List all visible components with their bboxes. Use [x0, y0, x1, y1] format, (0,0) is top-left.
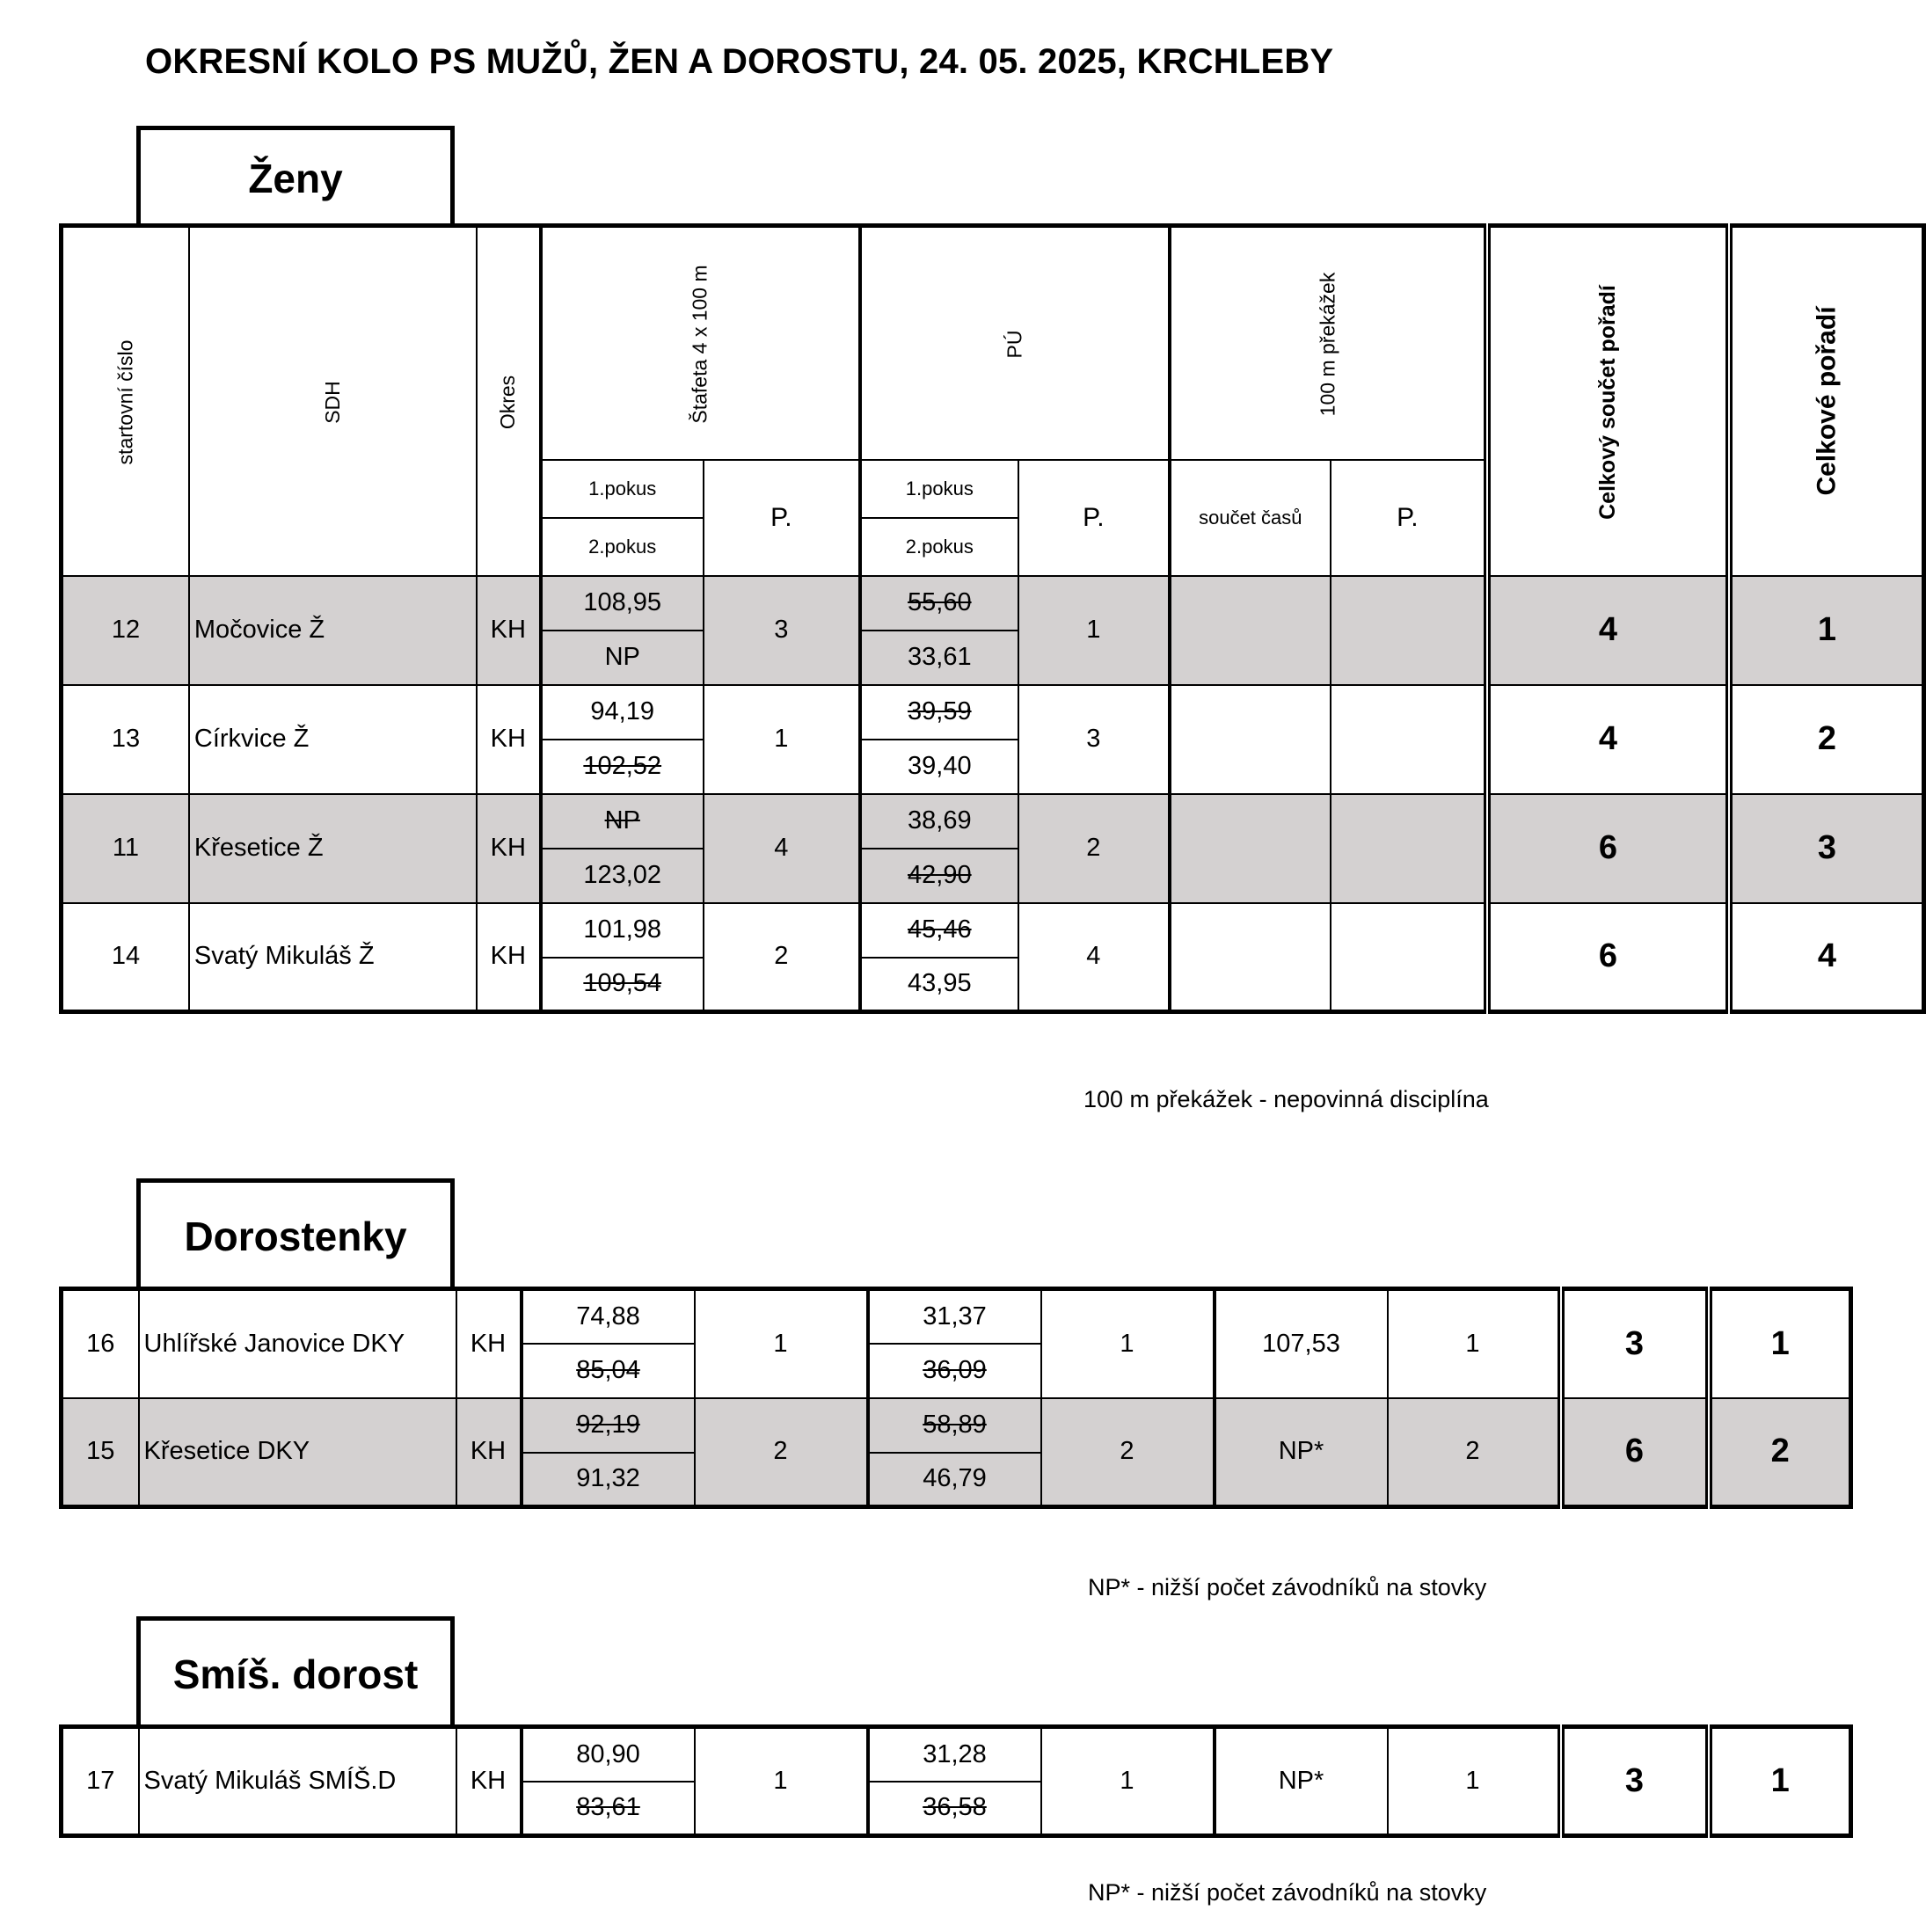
- relay-place-cell: 3: [704, 576, 860, 685]
- pu-attempt1-cell: 38,69: [860, 794, 1018, 849]
- header-pu: PÚ: [860, 226, 1170, 460]
- overall-rank-cell: 2: [1729, 685, 1924, 794]
- pu-attempt1-cell: 39,59: [860, 685, 1018, 740]
- overall-rank-cell: 2: [1709, 1398, 1851, 1507]
- relay-place-cell: 1: [695, 1289, 868, 1398]
- pu-attempt2-cell: 42,90: [860, 849, 1018, 903]
- start-number-cell: 16: [62, 1289, 139, 1398]
- pu-attempt1-cell: 31,28: [868, 1727, 1041, 1782]
- header-relay-attempt2: 2.pokus: [541, 518, 704, 576]
- okres-cell: KH: [456, 1727, 522, 1836]
- obstacles-time-cell: [1170, 576, 1331, 685]
- relay-attempt2-cell: 83,61: [522, 1782, 695, 1836]
- relay-place-cell: 2: [704, 903, 860, 1012]
- pu-attempt1-cell: 58,89: [868, 1398, 1041, 1453]
- obstacles-place-cell: 1: [1388, 1289, 1561, 1398]
- header-obstacles: 100 m překážek: [1170, 226, 1487, 460]
- total-sum-cell: 3: [1561, 1727, 1709, 1836]
- category-label-smis-dorost: Smíš. dorost: [136, 1616, 455, 1727]
- header-sdh: SDH: [189, 226, 477, 576]
- start-number-cell: 14: [62, 903, 189, 1012]
- header-relay-attempt1: 1.pokus: [541, 460, 704, 518]
- sdh-name-cell: Svatý Mikuláš SMÍŠ.D: [139, 1727, 456, 1836]
- relay-attempt1-cell: 80,90: [522, 1727, 695, 1782]
- obstacles-time-cell: [1170, 903, 1331, 1012]
- results-table-smis-dorost: [59, 1724, 1853, 1838]
- pu-place-cell: 1: [1041, 1289, 1215, 1398]
- okres-cell: KH: [477, 903, 541, 1012]
- pu-place-cell: 1: [1018, 576, 1170, 685]
- relay-attempt2-cell: 85,04: [522, 1344, 695, 1398]
- pu-attempt2-cell: 36,58: [868, 1782, 1041, 1836]
- total-sum-cell: 6: [1561, 1398, 1709, 1507]
- category-label-dorostenky: Dorostenky: [136, 1178, 455, 1289]
- relay-attempt2-cell: 109,54: [541, 958, 704, 1012]
- table-row: [62, 1727, 1851, 1782]
- obstacles-place-cell: [1331, 794, 1487, 903]
- okres-cell: KH: [477, 685, 541, 794]
- obstacles-place-cell: 1: [1388, 1727, 1561, 1836]
- sdh-name-cell: Církvice Ž: [189, 685, 477, 794]
- obstacles-place-cell: 2: [1388, 1398, 1561, 1507]
- total-sum-cell: 6: [1487, 794, 1729, 903]
- pu-place-cell: 2: [1018, 794, 1170, 903]
- pu-attempt1-cell: 31,37: [868, 1289, 1041, 1344]
- okres-cell: KH: [456, 1289, 522, 1398]
- table-row: [62, 1289, 1851, 1344]
- relay-place-cell: 1: [704, 685, 860, 794]
- category-label-zeny: Ženy: [136, 126, 455, 226]
- pu-place-cell: 2: [1041, 1398, 1215, 1507]
- sdh-name-cell: Křesetice Ž: [189, 794, 477, 903]
- overall-rank-cell: 3: [1729, 794, 1924, 903]
- obstacles-place-cell: [1331, 903, 1487, 1012]
- sdh-name-cell: Močovice Ž: [189, 576, 477, 685]
- header-start-number: startovní číslo: [62, 226, 189, 576]
- pu-attempt2-cell: 43,95: [860, 958, 1018, 1012]
- relay-attempt2-cell: NP: [541, 631, 704, 685]
- relay-attempt2-cell: 91,32: [522, 1453, 695, 1507]
- header-overall-rank: Celkové pořadí: [1729, 226, 1924, 576]
- relay-attempt2-cell: 123,02: [541, 849, 704, 903]
- sdh-name-cell: Svatý Mikuláš Ž: [189, 903, 477, 1012]
- results-table-dorostenky: [59, 1287, 1853, 1509]
- overall-rank-cell: 4: [1729, 903, 1924, 1012]
- relay-place-cell: 2: [695, 1398, 868, 1507]
- header-okres: Okres: [477, 226, 541, 576]
- results-table-zeny: [59, 223, 1926, 1014]
- start-number-cell: 13: [62, 685, 189, 794]
- pu-attempt2-cell: 46,79: [868, 1453, 1041, 1507]
- relay-attempt1-cell: 94,19: [541, 685, 704, 740]
- overall-rank-cell: 1: [1709, 1727, 1851, 1836]
- total-sum-cell: 4: [1487, 576, 1729, 685]
- sdh-name-cell: Uhlířské Janovice DKY: [139, 1289, 456, 1398]
- note-dorostenky: NP* - nižší počet závodníků na stovky: [1088, 1574, 1487, 1600]
- header-total-sum: Celkový součet pořadí: [1487, 226, 1729, 576]
- obstacles-time-cell: NP*: [1215, 1727, 1388, 1836]
- overall-rank-cell: 1: [1709, 1289, 1851, 1398]
- pu-place-cell: 4: [1018, 903, 1170, 1012]
- header-pu-attempt2: 2.pokus: [860, 518, 1018, 576]
- table-row: [62, 685, 1924, 740]
- obstacles-place-cell: [1331, 576, 1487, 685]
- table-row: [62, 903, 1924, 958]
- table-row: [62, 1398, 1851, 1453]
- total-sum-cell: 4: [1487, 685, 1729, 794]
- relay-attempt1-cell: 92,19: [522, 1398, 695, 1453]
- note-zeny: 100 m překážek - nepovinná disciplína: [1083, 1086, 1489, 1112]
- pu-attempt1-cell: 55,60: [860, 576, 1018, 631]
- relay-attempt1-cell: 108,95: [541, 576, 704, 631]
- okres-cell: KH: [456, 1398, 522, 1507]
- header-pu-attempt1: 1.pokus: [860, 460, 1018, 518]
- relay-attempt1-cell: 74,88: [522, 1289, 695, 1344]
- header-obstacles-place: P.: [1331, 460, 1487, 576]
- header-time-sum: součet časů: [1170, 460, 1331, 576]
- okres-cell: KH: [477, 794, 541, 903]
- pu-place-cell: 1: [1041, 1727, 1215, 1836]
- obstacles-time-cell: NP*: [1215, 1398, 1388, 1507]
- header-relay: Štafeta 4 x 100 m: [541, 226, 860, 460]
- total-sum-cell: 3: [1561, 1289, 1709, 1398]
- obstacles-time-cell: 107,53: [1215, 1289, 1388, 1398]
- table-row: [62, 794, 1924, 849]
- relay-place-cell: 1: [695, 1727, 868, 1836]
- header-pu-place: P.: [1018, 460, 1170, 576]
- obstacles-time-cell: [1170, 685, 1331, 794]
- overall-rank-cell: 1: [1729, 576, 1924, 685]
- sdh-name-cell: Křesetice DKY: [139, 1398, 456, 1507]
- start-number-cell: 15: [62, 1398, 139, 1507]
- pu-place-cell: 3: [1018, 685, 1170, 794]
- relay-place-cell: 4: [704, 794, 860, 903]
- pu-attempt2-cell: 33,61: [860, 631, 1018, 685]
- relay-attempt2-cell: 102,52: [541, 740, 704, 794]
- pu-attempt1-cell: 45,46: [860, 903, 1018, 958]
- obstacles-place-cell: [1331, 685, 1487, 794]
- note-smis-dorost: NP* - nižší počet závodníků na stovky: [1088, 1879, 1487, 1906]
- okres-cell: KH: [477, 576, 541, 685]
- page-title: OKRESNÍ KOLO PS MUŽŮ, ŽEN A DOROSTU, 24. 05. 2025, KRCHLEBY: [145, 42, 1334, 81]
- obstacles-time-cell: [1170, 794, 1331, 903]
- start-number-cell: 11: [62, 794, 189, 903]
- pu-attempt2-cell: 36,09: [868, 1344, 1041, 1398]
- start-number-cell: 17: [62, 1727, 139, 1836]
- pu-attempt2-cell: 39,40: [860, 740, 1018, 794]
- relay-attempt1-cell: 101,98: [541, 903, 704, 958]
- start-number-cell: 12: [62, 576, 189, 685]
- total-sum-cell: 6: [1487, 903, 1729, 1012]
- relay-attempt1-cell: NP: [541, 794, 704, 849]
- table-row: [62, 576, 1924, 631]
- header-relay-place: P.: [704, 460, 860, 576]
